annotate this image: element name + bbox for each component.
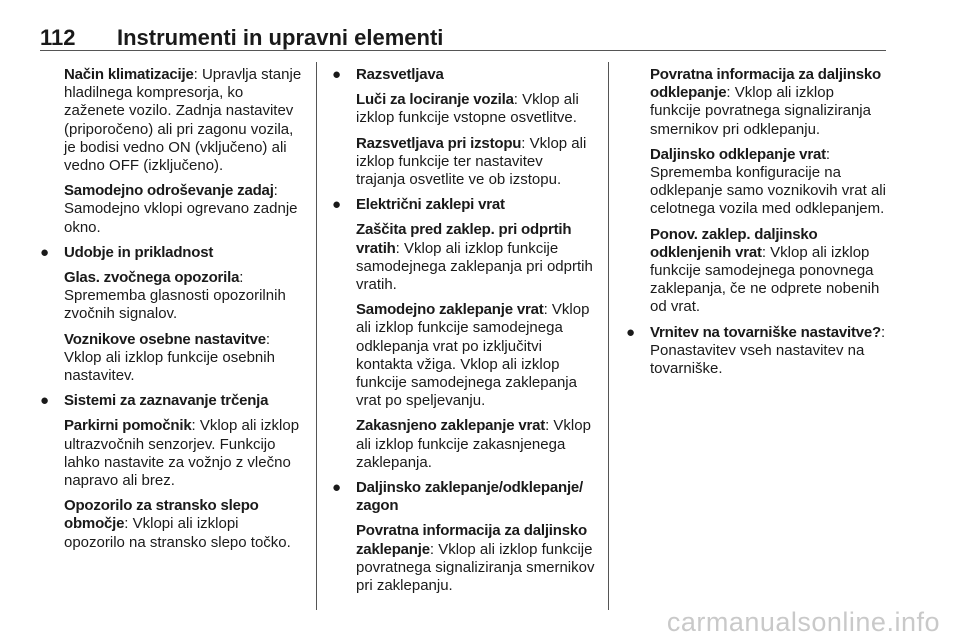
entry-auto-door-lock <box>332 301 596 410</box>
entry-text: : Vklop ali izklop funkcije samodejnega zaklepanja pri odprtih vratih. <box>356 239 593 294</box>
column-2 <box>332 66 596 602</box>
entry-text: : Vklop ali izklop funkcije samodejnega ponovnega zaklepanja, če ne odprete nobenih od vrat. <box>650 243 880 316</box>
header-divider <box>40 50 886 51</box>
column-1 <box>40 66 302 559</box>
section-title: Vrnitev na tovarniške nastavitve? <box>650 323 882 341</box>
column-divider-2 <box>608 62 609 610</box>
bullet-icon: ● <box>40 392 49 410</box>
entry-label: Ponov. zaklep. daljinsko odklenjenih vrat <box>650 225 818 261</box>
entry-label: Voznikove osebne nastavitve <box>64 330 266 348</box>
entry-label: Povratna informacija za daljinsko odklepanje <box>650 66 881 102</box>
entry-text: : Sprememba konfiguracije na odklepanje samo voznikovih vrat ali celotnega vozila med odklepanjem. <box>650 145 886 218</box>
entry-label: Povratna informacija za daljinsko zaklepanje <box>356 522 587 558</box>
section-lighting <box>332 66 596 84</box>
entry-label: Samodejno zaklepanje vrat <box>356 301 544 319</box>
watermark: carmanualsonline.info <box>666 607 940 637</box>
page-number: 112 <box>40 25 76 50</box>
entry-open-door-anti-lockout <box>332 221 596 294</box>
section-remote-lock-unlock-start <box>332 479 596 515</box>
entry-blind-spot-alert <box>40 497 302 552</box>
entry-park-assist <box>40 417 302 490</box>
entry-label: Način klimatizacije <box>64 66 194 83</box>
section-title: Razsvetljava <box>356 66 444 83</box>
column-divider-1 <box>316 62 317 610</box>
section-power-door-locks <box>332 196 596 214</box>
section-title: Električni zaklepi vrat <box>356 196 505 214</box>
entry-label: Parkirni pomočnik <box>64 417 192 435</box>
entry-text: : Vklop ali izklop funkcije povratnega signaliziranja smernikov pri zaklepanju. <box>356 540 595 595</box>
entry-text: : Vklop ali izklop funkcije vstopne osvetlitve. <box>356 91 579 127</box>
entry-remote-door-unlock <box>626 146 888 219</box>
entry-exit-lighting <box>332 135 596 190</box>
entry-label: Opozorilo za stransko slepo območje <box>64 497 259 533</box>
entry-remote-lock-feedback <box>332 522 596 595</box>
entry-label: Luči za lociranje vozila <box>356 91 514 109</box>
entry-text: : Samodejno vklopi ogrevano zadnje okno. <box>64 182 298 236</box>
bullet-icon: ● <box>626 323 635 341</box>
entry-label: Samodejno odroševanje zadaj <box>64 182 274 200</box>
column-3 <box>626 66 888 385</box>
section-factory-reset <box>626 324 888 379</box>
entry-text: : Vklop ali izklop funkcije zakasnjenega zaklepanja. <box>356 417 591 471</box>
entry-auto-rear-defog <box>40 182 302 237</box>
entry-text: : Vklop ali izklop ultrazvočnih senzorjev. Funkcijo lahko nastavite za vožnjo z vlečno napravo ali brez. <box>64 417 300 490</box>
section-title: Sistemi za zaznavanje trčenja <box>64 392 269 410</box>
entry-text: : Vklop ali izklop funkcije samodejnega odklepanja vrat po izključitvi kontakta vžiga. Vklop ali izklop funkcije samodejnega zaklepanja vrat po speljevanju. <box>356 301 590 410</box>
entry-label: Zaščita pred zaklep. pri odprtih vratih <box>356 221 572 257</box>
entry-delayed-door-lock <box>332 417 596 472</box>
section-title: Udobje in prikladnost <box>64 243 214 261</box>
entry-label: Razsvetljava pri izstopu <box>356 134 522 152</box>
section-text: : Ponastavitev vseh nastavitev na tovarniške. <box>650 323 886 378</box>
entry-text: : Vklop ali izklop funkcije osebnih nastavitev. <box>64 330 275 385</box>
entry-vehicle-locator-lights <box>332 91 596 127</box>
page-header <box>40 26 882 50</box>
entry-text: : Vklopi ali izklopi opozorilo na stransko slepo točko. <box>64 515 291 551</box>
entry-label: Glas. zvočnega opozorila <box>64 269 240 287</box>
entry-text: : Vklop ali izklop funkcije povratnega signaliziranja smernikov pri odklepanju. <box>650 84 871 138</box>
section-comfort <box>40 244 302 262</box>
entry-text: : Vklop ali izklop funkcije ter nastavitev trajanja osvetlite ve ob izstopu. <box>356 134 587 189</box>
section-title: Daljinsko zaklepanje/odklepanje/ zagon <box>356 479 584 515</box>
entry-text: : Upravlja stanje hladilnega kompresorja, ko zaženete vozilo. Zadnja nastavitev (priporočeno) ali pri zagonu vozila, je bodisi vedno ON (vključeno) ali vedno OFF (izključeno). <box>64 66 302 175</box>
entry-remote-relock <box>626 226 888 317</box>
section-collision-detection <box>40 392 302 410</box>
entry-personal-settings <box>40 331 302 386</box>
bullet-icon: ● <box>40 243 49 261</box>
chapter-title: Instrumenti in upravni elementi <box>117 25 444 50</box>
entry-label: Zakasnjeno zaklepanje vrat <box>356 417 546 435</box>
entry-label: Daljinsko odklepanje vrat <box>650 145 826 163</box>
bullet-icon: ● <box>332 66 341 83</box>
entry-climate-mode <box>40 66 302 175</box>
bullet-icon: ● <box>332 479 341 497</box>
entry-text: : Sprememba glasnosti opozorilnih zvočnih signalov. <box>64 269 286 323</box>
entry-remote-unlock-feedback <box>626 66 888 139</box>
entry-chime-volume <box>40 269 302 324</box>
bullet-icon: ● <box>332 196 341 214</box>
